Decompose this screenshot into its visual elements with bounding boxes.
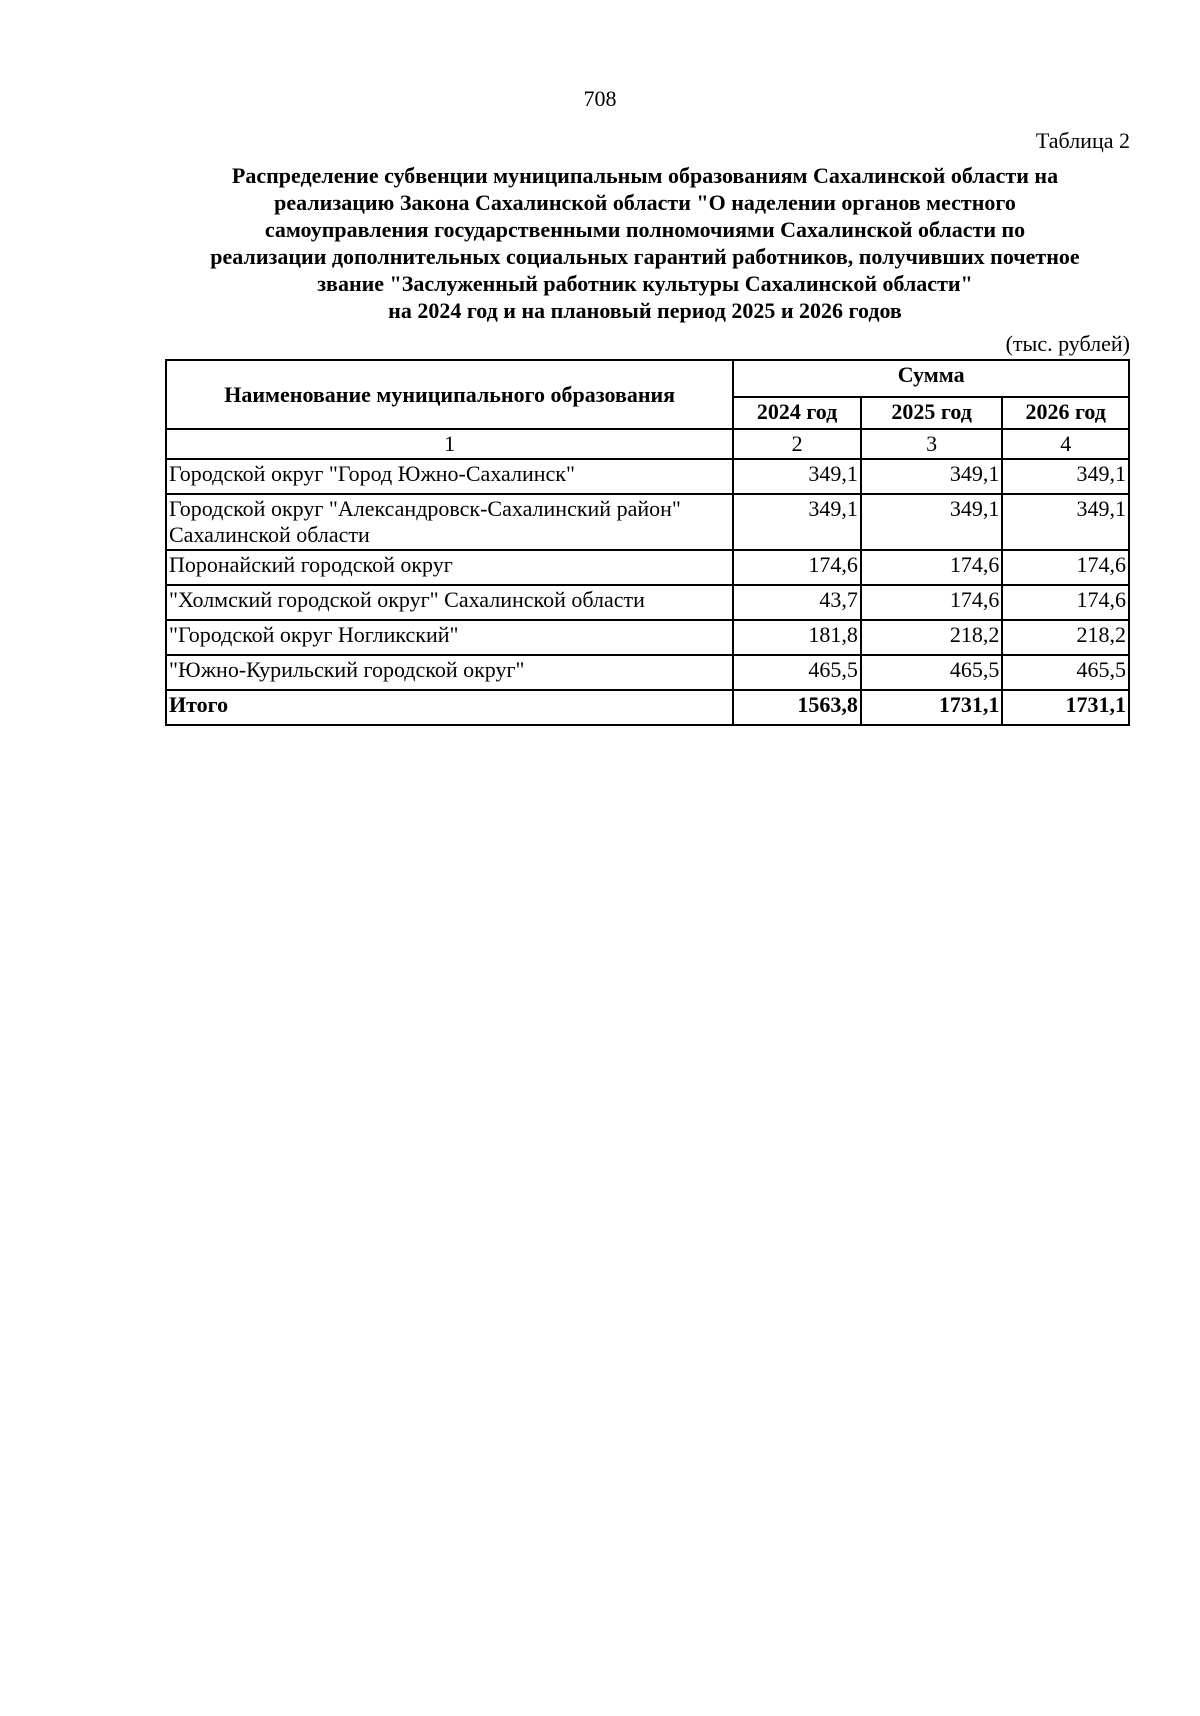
total-row xyxy=(166,690,1129,725)
value-2025: 174,6 xyxy=(861,585,1003,620)
table-row xyxy=(166,459,1129,494)
municipality-name-line: Городской округ "Александровск-Сахалинский район" xyxy=(169,496,681,521)
value-2024: 349,1 xyxy=(733,459,861,494)
value-2025: 465,5 xyxy=(861,655,1003,690)
value-2025: 349,1 xyxy=(861,459,1003,494)
title-line: реализацию Закона Сахалинской области "О наделении органов местного xyxy=(274,190,1016,215)
title-line: самоуправления государственными полномочиями Сахалинской области по xyxy=(264,217,1026,242)
municipality-name: "Южно-Курильский городской округ" xyxy=(166,655,733,690)
title-line: Распределение субвенции муниципальным образованиям Сахалинской области на xyxy=(231,163,1059,188)
page-number: 708 xyxy=(583,86,617,111)
column-number: 2 xyxy=(733,429,861,459)
value-2024: 43,7 xyxy=(733,585,861,620)
title-line: реализации дополнительных социальных гарантий работников, получивших почетное xyxy=(210,244,1080,269)
municipality-name-line: Сахалинской области xyxy=(169,522,370,547)
municipality-name: "Городской округ Ногликский" xyxy=(166,620,733,655)
value-2026: 174,6 xyxy=(1002,585,1129,620)
table-row xyxy=(166,550,1129,585)
document-title xyxy=(160,162,1130,324)
column-number: 4 xyxy=(1002,429,1129,459)
municipality-name: Городской округ "Город Южно-Сахалинск" xyxy=(166,459,733,494)
total-2026: 1731,1 xyxy=(1002,690,1129,725)
municipality-name xyxy=(166,494,733,550)
value-2024: 349,1 xyxy=(733,494,861,550)
total-label: Итого xyxy=(166,690,733,725)
total-2024: 1563,8 xyxy=(733,690,861,725)
value-2024: 174,6 xyxy=(733,550,861,585)
table-label: Таблица 2 xyxy=(1035,128,1130,153)
title-line: звание "Заслуженный работник культуры Сахалинской области" xyxy=(317,271,973,296)
value-2026: 174,6 xyxy=(1002,550,1129,585)
value-2024: 465,5 xyxy=(733,655,861,690)
value-2026: 465,5 xyxy=(1002,655,1129,690)
value-2024: 181,8 xyxy=(733,620,861,655)
table-row xyxy=(166,494,1129,550)
municipality-name: "Холмский городской округ" Сахалинской области xyxy=(166,585,733,620)
subvention-table xyxy=(165,359,1130,726)
value-2026: 218,2 xyxy=(1002,620,1129,655)
table-row xyxy=(166,585,1129,620)
header-year-2025: 2025 год xyxy=(861,397,1003,429)
column-number: 3 xyxy=(861,429,1003,459)
table-row xyxy=(166,655,1129,690)
table-row xyxy=(166,620,1129,655)
value-2025: 174,6 xyxy=(861,550,1003,585)
column-number: 1 xyxy=(166,429,733,459)
header-sum: Сумма xyxy=(733,360,1129,397)
header-year-2024: 2024 год xyxy=(733,397,861,429)
value-2025: 349,1 xyxy=(861,494,1003,550)
units-label: (тыс. рублей) xyxy=(1005,331,1130,356)
municipality-name: Поронайский городской округ xyxy=(166,550,733,585)
column-number-row xyxy=(166,429,1129,459)
total-2025: 1731,1 xyxy=(861,690,1003,725)
value-2026: 349,1 xyxy=(1002,459,1129,494)
header-year-2026: 2026 год xyxy=(1002,397,1129,429)
header-name: Наименование муниципального образования xyxy=(166,360,733,429)
title-line: на 2024 год и на плановый период 2025 и 2026 годов xyxy=(388,298,902,323)
value-2025: 218,2 xyxy=(861,620,1003,655)
value-2026: 349,1 xyxy=(1002,494,1129,550)
